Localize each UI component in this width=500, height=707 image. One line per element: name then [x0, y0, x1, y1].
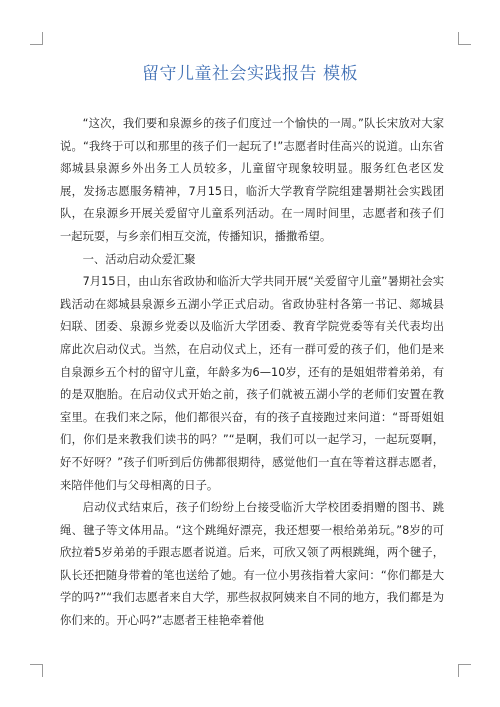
section-heading-1: 一、活动启动众爱汇聚	[82, 252, 196, 266]
crop-mark-top-right	[458, 32, 471, 45]
crop-mark-top-left	[30, 32, 43, 45]
paragraph-after-launch: 启动仪式结束后，孩子们纷纷上台接受临沂大学校团委捐赠的图书、跳绳、毽子等文体用品。“这个跳绳好漂亮，我还想要一根给弟弟玩。”8岁的可欣拉着5岁弟弟的手跟志愿者说道。后来，可欣又领了两根跳绳，两个毽子，队长还把随身带着的笔也送给了她。有一位小男孩指着大家问：“你们都是大学的吗?”“我们志愿者来自大学，那些叔叔阿姨来自不同的地方，我们都是为你们来的。开心吗?”志愿者王桂艳牵着他	[60, 501, 444, 628]
crop-mark-bottom-left	[30, 664, 43, 677]
crop-mark-bottom-right	[458, 664, 471, 677]
paragraph-launch: 7月15日，由山东省政协和临沂大学共同开展“关爱留守儿童”暑期社会实践活动在郯城县泉源乡五湖小学正式启动。省政协驻村各第一书记、郯城县妇联、团委、泉源乡党委以及临沂大学团委、教育学院党委等有关代表均出席此次启动仪式。当然，在启动仪式上，还有一群可爱的孩子们，他们是来自泉源乡五个村的留守儿童，年龄多为6—10岁，还有的是姐姐带着弟弟，有的是双胞胎。在启动仪式开始之前，孩子们就被五湖小学的老师们安置在教室里。在我们来之际，他们都很兴奋，有的孩子直接跑过来问道：“哥哥姐姐们，你们是来教我们读书的吗？”“是啊，我们可以一起学习，一起玩耍啊，好不好呀？”孩子们听到后仿佛都很期待，感觉他们一直在等着这群志愿者，来陪伴他们与父母相离的日子。	[60, 275, 444, 492]
paragraph-intro: “这次，我们要和泉源乡的孩子们度过一个愉快的一周。”队长宋放对大家说。“我终于可以和那里的孩子们一起玩了!”志愿者时佳高兴的说道。山东省郯城县泉源乡外出务工人员较多，儿童留守现象较明显。服务红色老区发展，发扬志愿服务精神，7月15日，临沂大学教育学院组建暑期社会实践团队，在泉源乡开展关爱留守儿童系列活动。在一周时间里，志愿者和孩子们一起玩耍，与乡亲们相互交流，传播知识，播撒希望。	[60, 117, 444, 243]
document-body	[60, 113, 444, 633]
document-title: 留守儿童社会实践报告 模板	[142, 64, 358, 84]
